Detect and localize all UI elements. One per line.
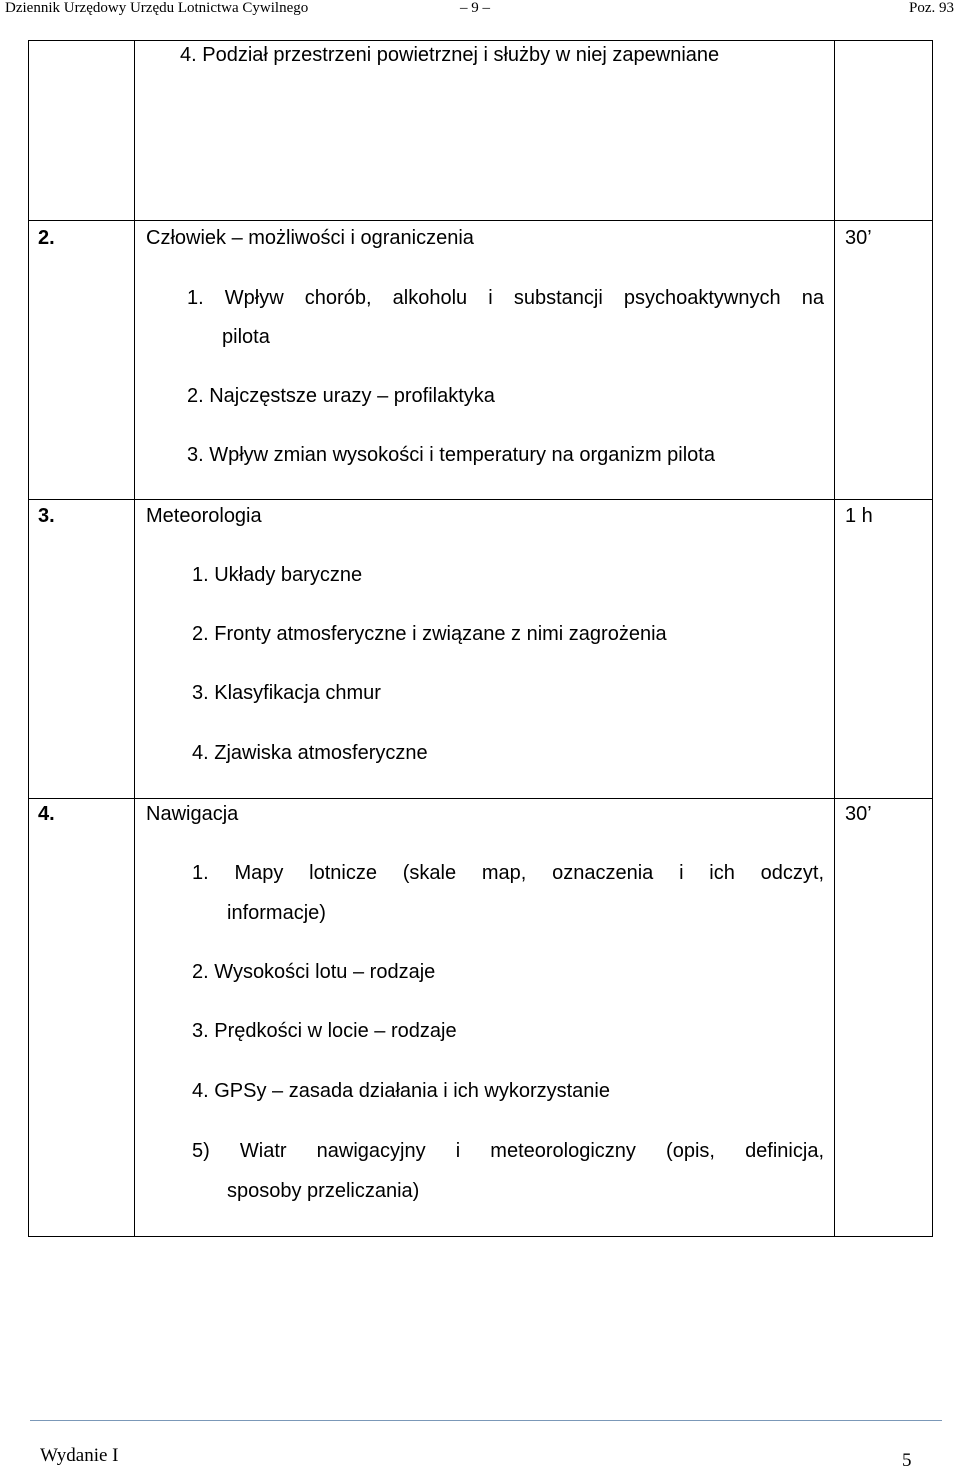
row-number: 4. (38, 803, 55, 825)
row-divider (28, 798, 933, 799)
footer-rule (30, 1420, 942, 1421)
list-item: 1. Wpływ chorób, alkoholu i substancji psychoaktywnych na (187, 287, 824, 309)
list-item: 1. Mapy lotnicze (skale map, oznaczenia i ich odczyt, (192, 862, 824, 884)
list-item: 4. Podział przestrzeni powietrznej i służby w niej zapewniane (180, 44, 720, 66)
list-item: 3. Klasyfikacja chmur (192, 682, 381, 704)
row-divider (28, 499, 933, 500)
position-number: Poz. 93 (909, 0, 954, 16)
row-time: 1 h (845, 505, 873, 527)
row-title: Człowiek – możliwości i ograniczenia (146, 227, 474, 249)
list-item: 3. Prędkości w locie – rodzaje (192, 1020, 457, 1042)
page-marker: – 9 – (460, 0, 490, 16)
list-item-continuation: pilota (222, 326, 270, 348)
list-item-continuation: sposoby przeliczania) (227, 1180, 420, 1202)
table-border-top (28, 40, 933, 41)
row-title: Nawigacja (146, 803, 239, 825)
list-item: 2. Fronty atmosferyczne i związane z nimi zagrożenia (192, 623, 667, 645)
row-time: 30’ (845, 803, 872, 825)
list-item: 2. Najczęstsze urazy – profilaktyka (187, 385, 495, 407)
page-header (0, 0, 960, 20)
row-number: 2. (38, 227, 55, 249)
page-number: 5 (902, 1450, 912, 1471)
list-item: 4. Zjawiska atmosferyczne (192, 742, 428, 764)
journal-title: Dziennik Urzędowy Urzędu Lotnictwa Cywilnego (5, 0, 309, 16)
row-divider (28, 220, 933, 221)
list-item: 2. Wysokości lotu – rodzaje (192, 961, 436, 983)
table-border-bottom (28, 1236, 933, 1237)
list-item-continuation: informacje) (227, 902, 326, 924)
row-number: 3. (38, 505, 55, 527)
row-title: Meteorologia (146, 505, 262, 527)
edition-label: Wydanie I (40, 1445, 119, 1466)
list-item: 4. GPSy – zasada działania i ich wykorzystanie (192, 1080, 610, 1102)
row-time: 30’ (845, 227, 872, 249)
list-item: 3. Wpływ zmian wysokości i temperatury na organizm pilota (187, 444, 715, 466)
list-item: 1. Układy baryczne (192, 564, 363, 586)
list-item: 5) Wiatr nawigacyjny i meteorologiczny (opis, definicja, (192, 1140, 824, 1162)
